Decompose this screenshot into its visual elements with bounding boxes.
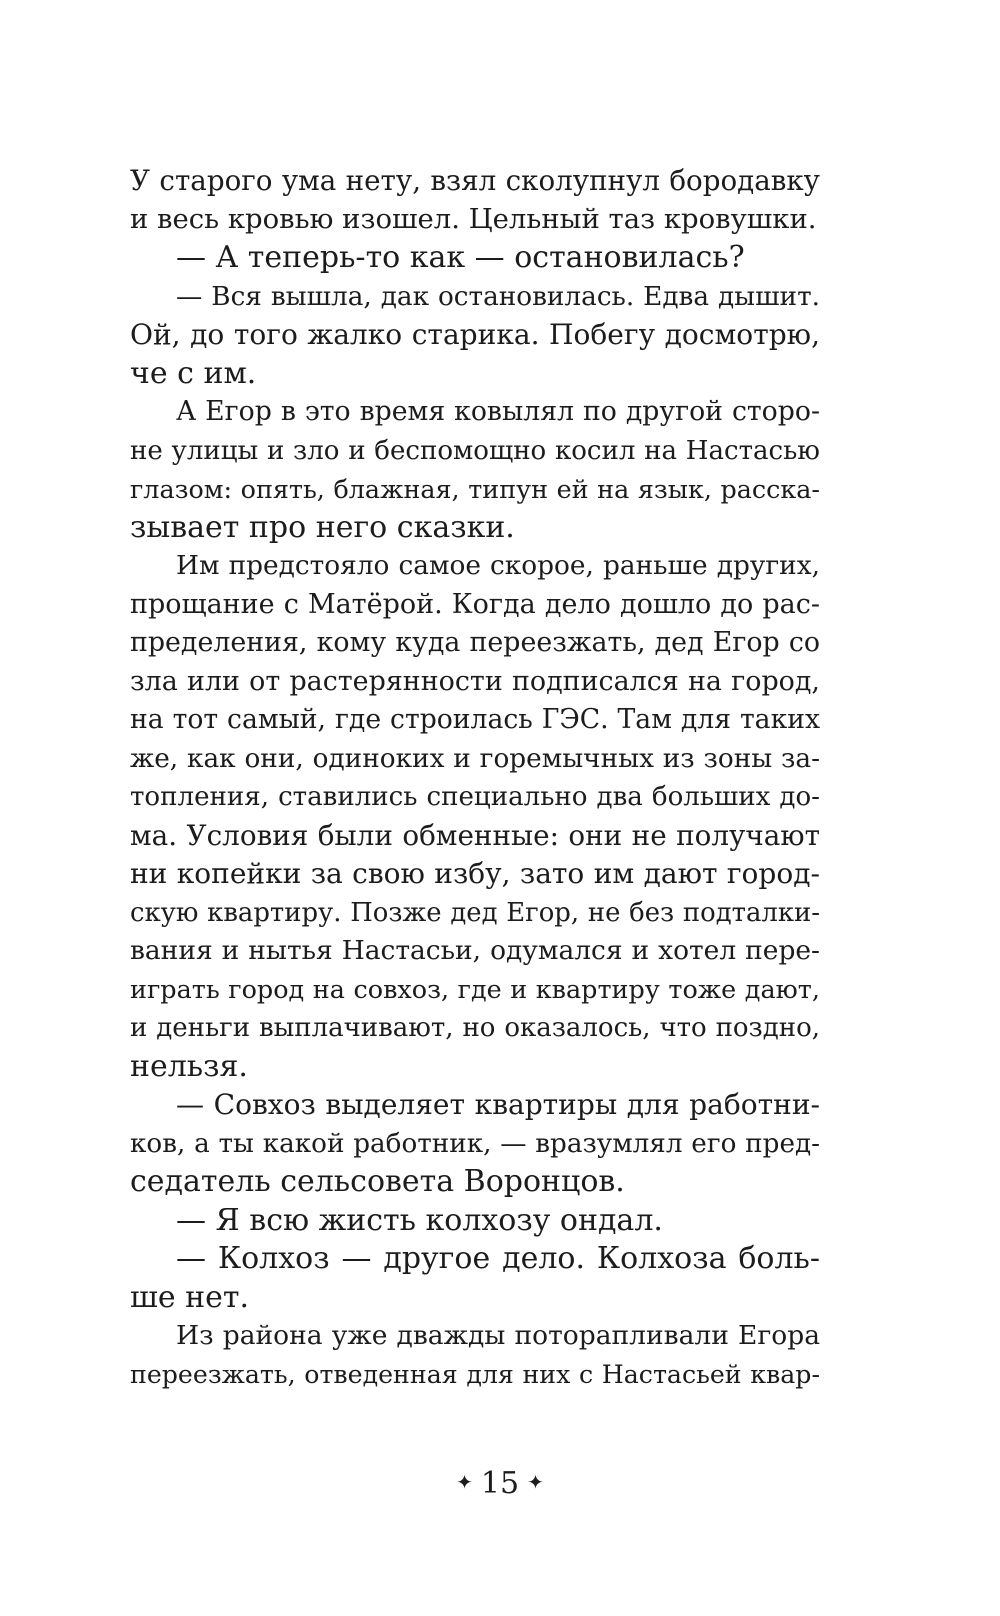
text-line: же, как они, одиноких и горемычных из зоны за- — [130, 743, 820, 774]
text-line: топления, ставились специально два больших до- — [130, 782, 820, 812]
text-line: ни копейки за свою избу, зато им дают город- — [130, 857, 820, 890]
text-line: Ой, до того жалко старика. Побегу досмотрю, — [130, 318, 820, 351]
text-line: переезжать, отведенная для них с Настасьей квар- — [130, 1359, 820, 1389]
text-line: глазом: опять, блажная, типун ей на язык, расска- — [130, 474, 820, 504]
text-line: прощание с Матёрой. Когда дело дошло до рас- — [130, 588, 820, 620]
text-line: и деньги выплачивают, но оказалось, что поздно, — [130, 1013, 820, 1043]
text-line: А Егор в это время ковылял по другой сторо- — [176, 396, 820, 427]
text-line: — Колхоз — другое дело. Колхоза боль- — [176, 1241, 820, 1276]
text-line: Из района уже дважды поторапливали Егора — [176, 1320, 820, 1351]
text-line: че с им. — [130, 355, 257, 391]
text-line: седатель сельсовета Воронцов. — [130, 1164, 625, 1199]
text-line: — Вся вышла, дак остановилась. Едва дышит. — [176, 281, 820, 312]
text-line: нельзя. — [130, 1048, 248, 1084]
text-line: вания и нытья Настасьи, одумался и хотел пере- — [130, 935, 820, 966]
text-line: ков, а ты какой работник, — вразумлял его пред- — [130, 1128, 820, 1159]
text-line: — А теперь-то как — остановилась? — [176, 240, 745, 275]
text-line: Им предстояло самое скорое, раньше других, — [176, 551, 820, 581]
text-line: — Совхоз выделяет квартиры для работни- — [176, 1088, 820, 1121]
text-line: зывает про него сказки. — [130, 509, 515, 545]
ornament-right-icon: ✦ — [527, 1470, 544, 1494]
page-number: 15 — [480, 1466, 520, 1501]
text-line: зла или от растерянности подписался на город, — [130, 665, 820, 697]
text-line: на тот самый, где строилась ГЭС. Там для таких — [130, 704, 820, 735]
text-line: пределения, кому куда переезжать, дед Егор со — [130, 627, 820, 658]
text-line: скую квартиру. Позже дед Егор, не без подталки- — [130, 897, 820, 928]
text-line: играть город на совхоз, где и квартиру тоже дают, — [130, 974, 820, 1005]
text-line: ше нет. — [130, 1279, 250, 1315]
text-line: ма. Условия были обменные: они не получают — [130, 818, 820, 852]
ornament-left-icon: ✦ — [456, 1470, 473, 1494]
text-line: У старого ума нету, взял сколупнул бородавку — [130, 164, 820, 197]
text-line: — Я всю жисть колхозу ондал. — [176, 1202, 663, 1238]
body-text — [130, 162, 820, 1394]
page-footer — [0, 1466, 1000, 1501]
text-line: не улицы и зло и беспомощно косил на Настасью — [130, 435, 820, 466]
text-line: и весь кровью изошел. Цельный таз кровушки. — [130, 203, 817, 235]
